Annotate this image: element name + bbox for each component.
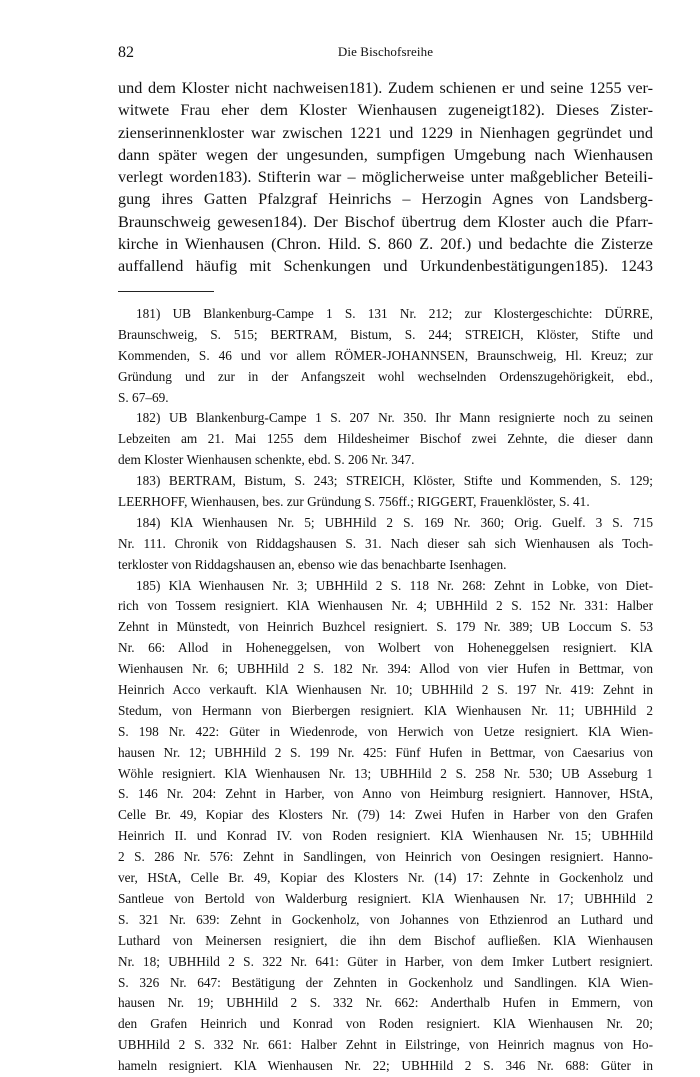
footnote-line: Kommenden, S. 46 und vor allem RÖMER-JOHANNSEN, Braunschweig, Hl. Kreuz; zur xyxy=(118,347,653,363)
footnote-line: Luthard von Meinersen resigniert, die ihn dem Bischof aufließen. KlA Wienhausen xyxy=(118,932,653,948)
footnote-line: dem Kloster Wienhausen schenkte, ebd. S. 206 Nr. 347. xyxy=(118,452,415,468)
main-text-line: gung ihres Gatten Pfalzgraf Heinrichs – Herzogin Agnes von Landsberg- xyxy=(118,190,653,209)
main-text-line: verlegt worden183). Stifterin war – möglicherweise unter maßgeblicher Beteili- xyxy=(118,168,653,187)
footnote-line: Heinrich II. und Konrad IV. von Roden resigniert. KlA Wienhausen Nr. 15; UBHHild xyxy=(118,828,653,844)
footnotes-block xyxy=(118,304,653,1077)
footnote-line: Nr. 111. Chronik von Riddagshausen S. 31. Nach dieser sah sich Wienhausen als Toch- xyxy=(118,535,653,551)
footnote-line: Braunschweig, S. 515; BERTRAM, Bistum, S. 244; STREICH, Klöster, Stifte und xyxy=(118,326,653,342)
footnote-line: Nr. 18; UBHHild 2 S. 322 Nr. 641: Güter in Harber, von dem Imker Lutbert resigniert. xyxy=(118,953,653,969)
footnote-line: Gründung und zur in der Anfangszeit wohl wechselnden Ordenszugehörigkeit, ebd., xyxy=(118,368,653,384)
footnote-line: Wienhausen Nr. 6; UBHHild 2 S. 182 Nr. 394: Allod von vier Hufen in Bettmar, von xyxy=(118,661,653,677)
footnote-line: rich von Tossem resigniert. KlA Wienhausen Nr. 4; UBHHild 2 S. 152 Nr. 331: Halber xyxy=(118,598,653,614)
running-head: Die Bischofsreihe xyxy=(337,44,434,59)
footnote-line: ver, HStA, Celle Br. 49, Kopiar des Klosters Nr. (14) 17: Zehnte in Gockenholz und xyxy=(118,870,653,886)
footnote-start-line: 182) UB Blankenburg-Campe 1 S. 207 Nr. 350. Ihr Mann resignierte noch zu seinen xyxy=(136,410,653,426)
footnote-line: S. 146 Nr. 204: Zehnt in Harber, von Anno von Heimburg resigniert. Hannover, HStA, xyxy=(118,786,653,802)
footnote-separator xyxy=(118,291,214,292)
footnote-start-line: 183) BERTRAM, Bistum, S. 243; STREICH, Klöster, Stifte und Kommenden, S. 129; xyxy=(136,473,653,489)
footnote-line: 2 S. 286 Nr. 576: Zehnt in Sandlingen, von Heinrich von Oesingen resigniert. Hanno- xyxy=(118,849,653,865)
main-text-line: witwete Frau eher dem Kloster Wienhausen zugeneigt182). Dieses Zister- xyxy=(118,101,653,120)
footnote-start-line: 181) UB Blankenburg-Campe 1 S. 131 Nr. 212; zur Klostergeschichte: DÜRRE, xyxy=(136,306,653,321)
footnote-start-line: 185) KlA Wienhausen Nr. 3; UBHHild 2 S. 118 Nr. 268: Zehnt in Lobke, von Diet- xyxy=(136,577,653,593)
page-header xyxy=(118,44,653,66)
footnote-line: S. 326 Nr. 647: Bestätigung der Zehnten in Gockenholz und Sandlingen. KlA Wien- xyxy=(118,974,653,990)
footnote-line: Celle Br. 49, Kopiar des Klosters Nr. (79) 14: Zwei Hufen in Harber von den Grafen xyxy=(118,807,653,823)
page-number: 82 xyxy=(118,44,134,61)
footnote-line: Santleue von Bertold von Walderburg resigniert. KlA Wienhausen Nr. 17; UBHHild 2 xyxy=(118,890,653,906)
footnote-line: S. 321 Nr. 639: Zehnt in Gockenholz, von Johannes von Ethzienrod an Luthard und xyxy=(118,911,653,927)
footnote-line: S. 198 Nr. 422: Güter in Wiedenrode, von Herwich von Uetze resigniert. KlA Wien- xyxy=(118,723,653,739)
footnote-line: terkloster von Riddagshausen an, ebenso wie das benachbarte Isenhagen. xyxy=(118,556,507,572)
footnote-line: Nr. 66: Allod in Hoheneggelsen, von Wolbert von Hoheneggelsen resigniert. KlA xyxy=(118,640,653,656)
main-text-line: und dem Kloster nicht nachweisen181). Zudem schienen er und seine 1255 ver- xyxy=(118,79,653,97)
footnote-line: Stedum, von Hermann von Bierbergen resigniert. KlA Wienhausen Nr. 11; UBHHild 2 xyxy=(118,702,653,718)
footnote-line: Zehnt in Münstedt, von Heinrich Buzhcel resigniert. S. 179 Nr. 389; UB Loccum S. 53 xyxy=(118,619,653,635)
footnote-line: S. 67–69. xyxy=(118,389,169,405)
footnote-line: Wöhle resigniert. KlA Wienhausen Nr. 13; UBHHild 2 S. 258 Nr. 530; UB Asseburg 1 xyxy=(118,765,653,781)
footnote-line: LEERHOFF, Wienhausen, bes. zur Gründung S. 756ff.; RIGGERT, Frauenklöster, S. 41. xyxy=(118,494,590,510)
main-text-block xyxy=(118,77,653,278)
footnote-line: den Grafen Heinrich und Konrad von Roden resigniert. KlA Wienhausen Nr. 20; xyxy=(118,1016,653,1032)
footnote-line: Heinrich Acco verkauft. KlA Wienhausen Nr. 10; UBHHild 2 S. 197 Nr. 419: Zehnt in xyxy=(118,682,653,698)
footnote-line: hameln resigniert. KlA Wienhausen Nr. 22; UBHHild 2 S. 346 Nr. 688: Güter in xyxy=(118,1058,653,1074)
footnote-line: UBHHild 2 S. 332 Nr. 661: Halber Zehnt in Eilstringe, von Heinrich magnus von Ho- xyxy=(118,1037,653,1053)
footnote-start-line: 184) KlA Wienhausen Nr. 5; UBHHild 2 S. 169 Nr. 360; Orig. Guelf. 3 S. 715 xyxy=(136,514,653,530)
footnote-line: Lebzeiten am 21. Mai 1255 dem Hildesheimer Bischof zwei Zehnte, die dieser dann xyxy=(118,431,653,447)
main-text-line: Braunschweig gewesen184). Der Bischof übertrug dem Kloster auch die Pfarr- xyxy=(118,212,653,231)
main-text-line: auffallend häufig mit Schenkungen und Urkundenbestätigungen185). 1243 xyxy=(118,257,653,276)
main-text-line: zienserinnenkloster war zwischen 1221 und 1229 in Nienhagen gegründet und xyxy=(118,123,653,142)
main-text-line: kirche in Wienhausen (Chron. Hild. S. 860 Z. 20f.) und bedachte die Zisterze xyxy=(118,235,653,254)
footnote-line: hausen Nr. 19; UBHHild 2 S. 332 Nr. 662: Anderthalb Hufen in Emmern, von xyxy=(118,995,653,1011)
footnote-line: hausen Nr. 12; UBHHild 2 S. 199 Nr. 425: Fünf Hufen in Bettmar, von Caesarius von xyxy=(118,744,653,760)
main-text-line: dann später wegen der ungesunden, sumpfigen Umgebung nach Wienhausen xyxy=(118,145,653,164)
